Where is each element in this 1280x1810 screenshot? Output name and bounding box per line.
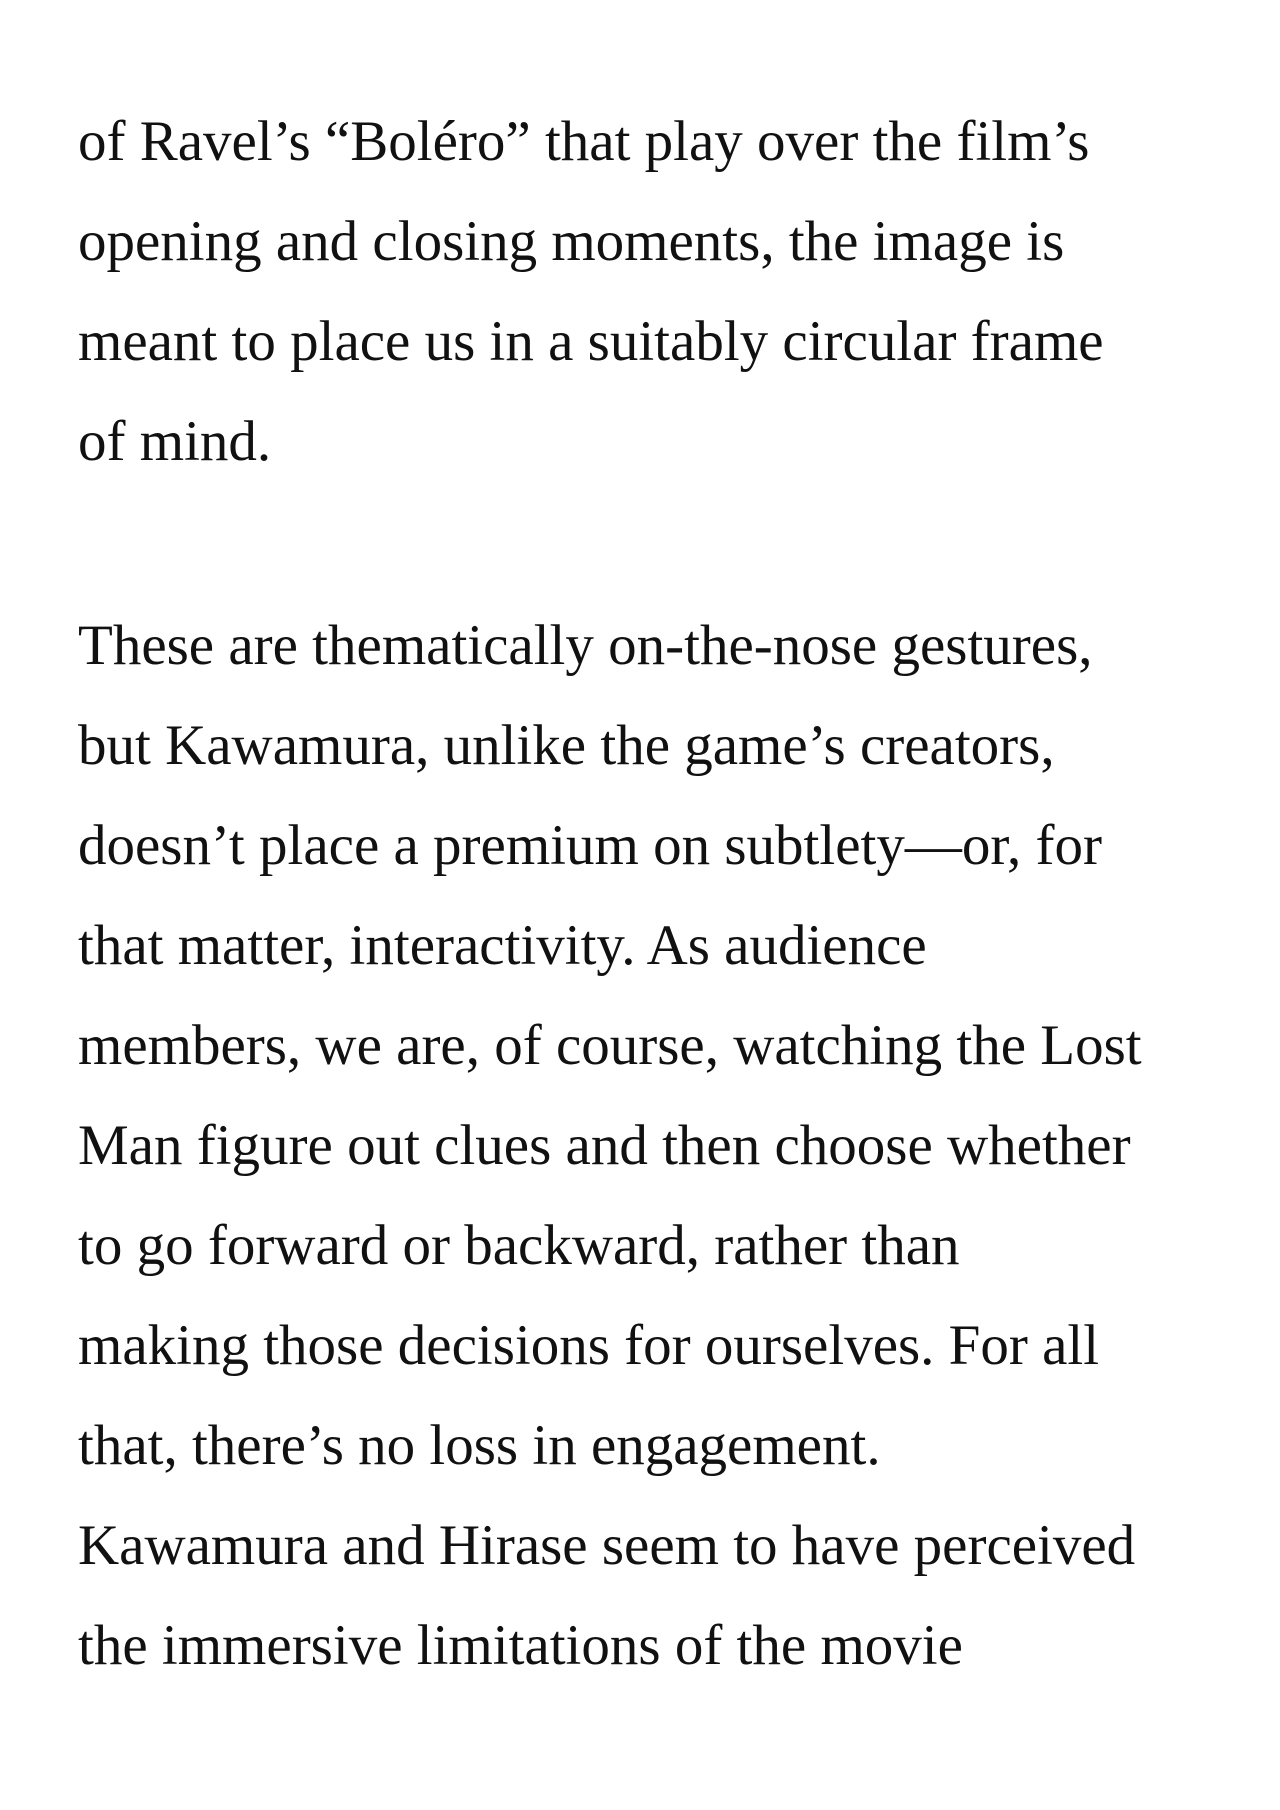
text-line: doesn’t place a premium on subtlety—or, for	[78, 814, 1102, 877]
paragraph-2	[78, 596, 1258, 1696]
text-line: Kawamura and Hirase seem to have perceived	[78, 1514, 1136, 1577]
text-line: making those decisions for ourselves. For all	[78, 1314, 1100, 1377]
text-line: of mind.	[78, 410, 272, 473]
paragraph-1	[78, 92, 1258, 492]
text-line: members, we are, of course, watching the Lost	[78, 1014, 1142, 1077]
text-line: These are thematically on-the-nose gestures,	[78, 614, 1093, 677]
text-line: Man figure out clues and then choose whether	[78, 1114, 1131, 1177]
text-line: that, there’s no loss in engagement.	[78, 1414, 881, 1477]
text-line: the immersive limitations of the movie	[78, 1614, 963, 1677]
text-line: of Ravel’s “Boléro” that play over the film’s	[78, 110, 1090, 173]
text-line: opening and closing moments, the image is	[78, 210, 1065, 273]
text-line: meant to place us in a suitably circular frame	[78, 310, 1104, 373]
text-line: that matter, interactivity. As audience	[78, 914, 927, 977]
text-line: to go forward or backward, rather than	[78, 1214, 960, 1277]
text-line: but Kawamura, unlike the game’s creators,	[78, 714, 1055, 777]
